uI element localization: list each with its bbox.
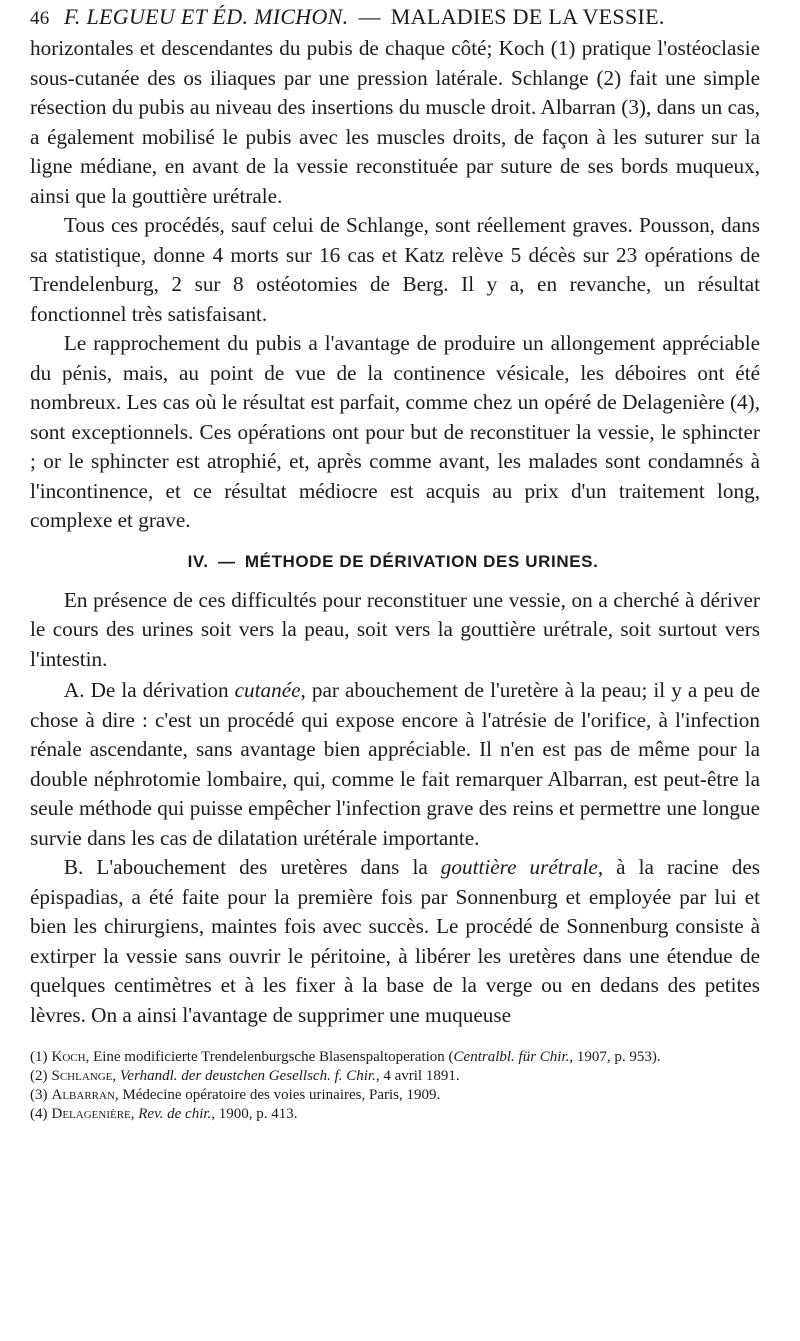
running-head-title: MALADIES DE LA VESSIE. [390, 4, 665, 29]
paragraph-b-rest: , à la racine des épispadias, a été faite pour la première fois par Sonnenburg et employée par lui et bien les chirurgiens, maintes fois avec succès. Le procédé de Sonnenburg consiste à extirper la vessie sans ouvrir le péritoine, à libérer les uretères dans une étendue de quelques centimètres et à les fixer à la base de la verge ou en dedans des petites lèvres. On a ainsi l'avantage de supprimer une muqueuse [30, 855, 761, 1027]
footnotes [30, 1048, 760, 1124]
running-head-authors: F. LEGUEU ET ÉD. MICHON. [64, 4, 349, 29]
paragraph-derivation-intro: En présence de ces difficultés pour reconstituer une vessie, on a cherché à dériver le cours des urines soit vers la peau, soit vers la gouttière urétrale, soit surtout vers l'intestin. [30, 587, 760, 671]
paragraph-procedures-graves: Tous ces procédés, sauf celui de Schlange, sont réellement graves. Pousson, dans sa statistique, donne 4 morts sur 16 cas et Katz relève 5 décès sur 23 opérations de Trendelenburg, 2 sur 8 ostéotomies de Berg. Il y a, en revanche, un résultat fonctionnel très satisfaisant. [30, 213, 760, 326]
paragraph-derivation-cutanee [30, 676, 760, 853]
running-head [30, 0, 760, 34]
footnote [30, 1105, 760, 1124]
section-dash: — [217, 551, 236, 571]
paragraph-continued: horizontales et descendantes du pubis de chaque côté; Koch (1) pratique l'ostéoclasie sous-cutanée des os iliaques par une pression latérale. Schlange (2) fait une simple résection du pubis au niveau des insertions du muscle droit. Albarran (3), dans un cas, a également mobilisé le pubis avec les muscles droits, de façon à les suturer sur la ligne médiane, en avant de la vessie reconstituée par suture de ses bords muqueux, ainsi que la gouttière urétrale. [30, 36, 760, 208]
footnote-number: (2) [30, 1068, 48, 1084]
paragraph-b-term: gouttière urétrale [440, 855, 598, 879]
footnote-number: (3) [30, 1087, 48, 1103]
footnote-text: , [130, 1106, 139, 1122]
page-number: 46 [30, 8, 50, 29]
footnote [30, 1067, 760, 1086]
footnote-author: Albarran [51, 1087, 115, 1103]
footnote-tail: , 1907, p. 953). [569, 1049, 661, 1065]
footnote-number: (4) [30, 1106, 48, 1122]
footnote [30, 1048, 760, 1067]
footnote-tail: , 4 avril 1891. [375, 1068, 460, 1084]
footnote-text: , Médecine opératoire des voies urinaires, Paris, 1909. [114, 1087, 441, 1103]
footnote [30, 1086, 760, 1105]
section-number: IV. [187, 551, 209, 571]
paragraph-a-term: cutanée [234, 678, 301, 702]
footnote-text: , Eine modificierte Trendelenburgsche Blasenspaltoperation ( [85, 1049, 454, 1065]
paragraph-a-rest: , par abouchement de l'uretère à la peau; il y a peu de chose à dire : c'est un procédé qui expose encore à l'atrésie de l'orifice, à l'infection rénale ascendante, sans avantage bien appréciable. Il n'en est pas de même pour la double néphrotomie lombaire, qui, comme le fait remarquer Albarran, est peut-être la seule méthode qui puisse empêcher l'infection grave des reins et permettre une longue survie dans les cas de dilatation urétérale importante. [30, 678, 760, 850]
footnote-source: Centralbl. für Chir. [453, 1049, 570, 1065]
running-head-separator: — [358, 4, 381, 29]
section-title: MÉTHODE DE DÉRIVATION DES URINES. [244, 551, 599, 571]
footnote-source: Verhandl. der deustchen Gesellsch. f. Chir. [119, 1068, 376, 1084]
paragraph-b-lead: B. L'abouchement des uretères dans la [63, 855, 441, 879]
footnote-tail: , 1900, p. 413. [211, 1106, 298, 1122]
footnote-number: (1) [30, 1049, 48, 1065]
paragraph-rapprochement-pubis: Le rapprochement du pubis a l'avantage de produire un allongement appréciable du pénis, mais, au point de vue de la continence vésicale, les déboires ont été nombreux. Les cas où le résultat est parfait, comme chez un opéré de Delagenière (4), sont exceptionnels. Ces opérations ont pour but de reconstituer la vessie, le sphincter ; or le sphincter est atrophié, et, après comme avant, les malades sont condamnés à l'incontinence, et ce résultat médiocre est acquis au prix d'un traitement long, complexe et grave. [30, 331, 760, 532]
paragraph-a-lead: A. De la dérivation [63, 678, 235, 702]
paragraph-gouttiere-uretrale [30, 853, 760, 1030]
footnote-text: , [112, 1068, 120, 1084]
footnote-author: Koch [51, 1049, 86, 1065]
footnote-author: Schlange [51, 1068, 113, 1084]
footnote-source: Rev. de chir. [138, 1106, 212, 1122]
footnote-author: Delagenière [51, 1106, 131, 1122]
section-heading [30, 552, 760, 572]
